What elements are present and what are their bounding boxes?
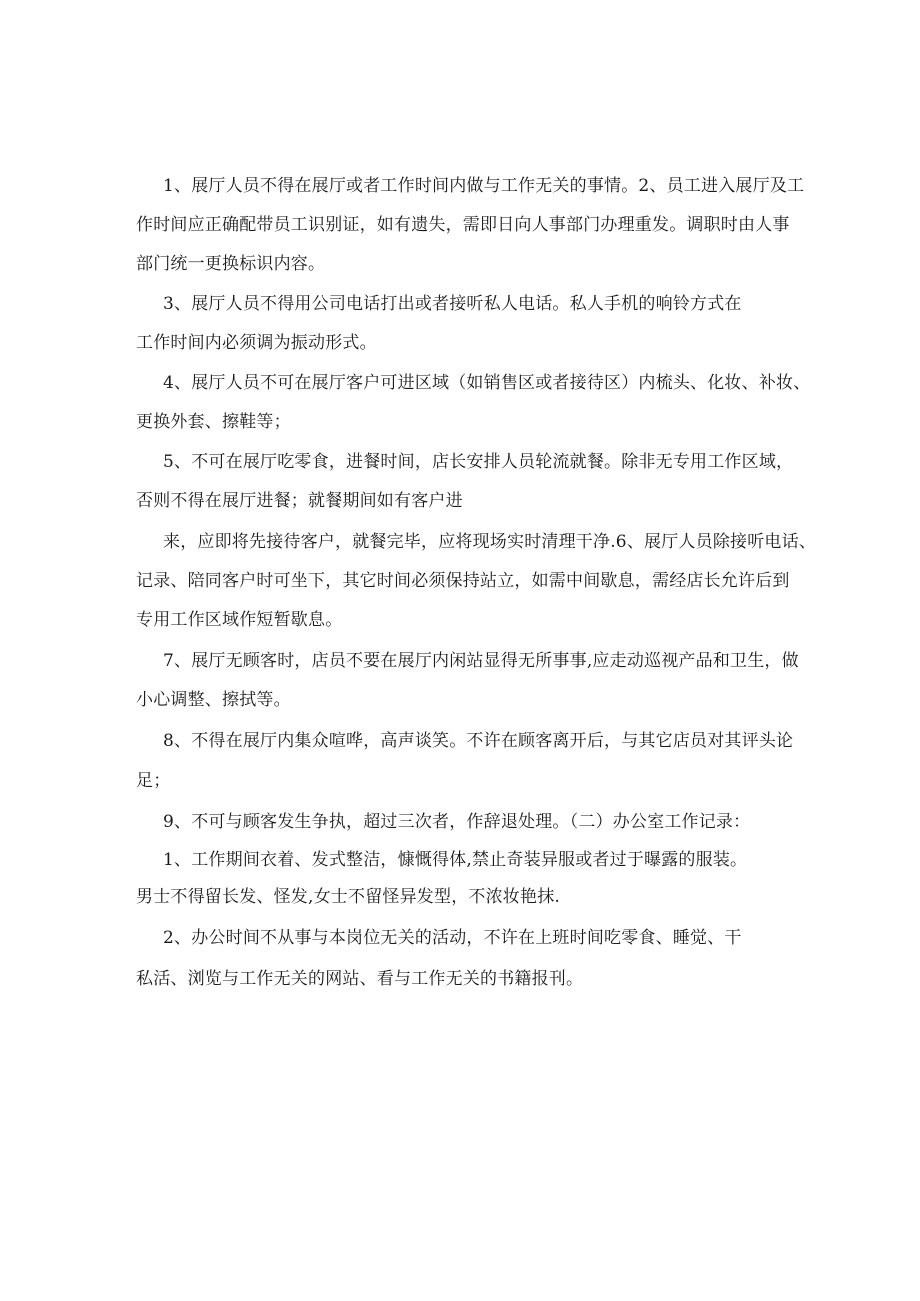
- rule-8-line-2: 足；: [136, 771, 171, 791]
- rule-4-line-1: 4、展厅人员不可在展厅客户可进区域（如销售区或者接待区）内梳头、化妆、补妆、: [163, 373, 811, 393]
- rule-9-line-1: 9、不可与顾客发生争执，超过三次者，作辞退处理。（二）办公室工作记录：: [163, 812, 751, 832]
- rule-7-line-2: 小心调整、擦拭等。: [136, 690, 291, 710]
- office-rule-1-line-1: 1、工作期间衣着、发式整洁，慷慨得体,禁止奇装异服或者过于曝露的服装。: [163, 850, 748, 870]
- rule-6-line-3: 专用工作区域作短暂歇息。: [136, 610, 343, 630]
- rule-4-line-2: 更换外套、擦鞋等；: [136, 412, 291, 432]
- office-rule-1-line-2: 男士不得留长发、怪发,女士不留怪异发型，不浓妆艳抹.: [136, 887, 561, 907]
- office-rule-2-line-2: 私活、浏览与工作无关的网站、看与工作无关的书籍报刊。: [136, 969, 584, 989]
- rule-5-line-1: 5、不可在展厅吃零食，进餐时间，店长安排人员轮流就餐。除非无专用工作区域，: [163, 452, 794, 472]
- rule-1-line-1: 1、展厅人员不得在展厅或者工作时间内做与工作无关的事情。2、员工进入展厅及工: [163, 176, 805, 196]
- rule-1-line-3: 部门统一更换标识内容。: [136, 254, 326, 274]
- office-rule-2-line-1: 2、办公时间不从事与本岗位无关的活动，不许在上班时间吃零食、睡觉、干: [163, 928, 742, 948]
- rule-3-line-2: 工作时间内必须调为振动形式。: [136, 333, 377, 353]
- rule-5-line-3: 来，应即将先接待客户，就餐完毕，应将现场实时清理干净.6、展厅人员除接听电话、: [163, 532, 817, 552]
- rule-1-line-2: 作时间应正确配带员工识别证，如有遗失，需即日向人事部门办理重发。调职时由人事: [136, 215, 790, 235]
- rule-7-line-1: 7、展厅无顾客时，店员不要在展厅内闲站显得无所事事,应走动巡视产品和卫生，做: [163, 651, 799, 671]
- rule-5-line-2: 否则不得在展厅进餐；就餐期间如有客户进: [136, 491, 463, 511]
- rule-3-line-1: 3、展厅人员不得用公司电话打出或者接听私人电话。私人手机的响铃方式在: [163, 294, 742, 314]
- rule-6-line-2: 记录、陪同客户时可坐下，其它时间必须保持站立，如需中间歇息，需经店长允许后到: [136, 571, 790, 591]
- rule-8-line-1: 8、不得在展厅内集众喧哗，高声谈笑。不许在顾客离开后，与其它店员对其评头论: [163, 731, 794, 751]
